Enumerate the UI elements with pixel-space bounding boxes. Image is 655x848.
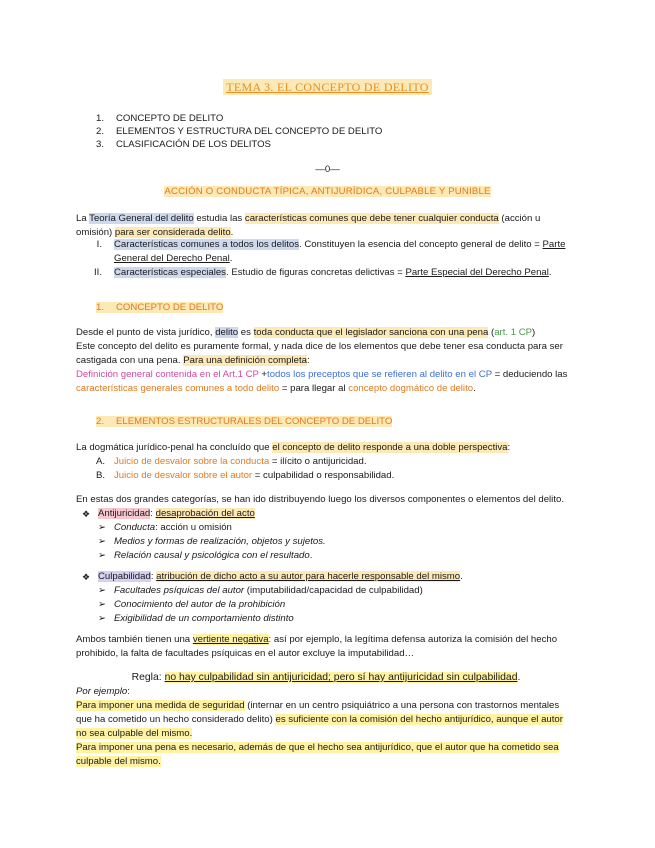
example-block: Por ejemplo: Para imponer una medida de seguridad (internar en un centro psiquiátrico a una persona con trastornos mentales que ha cometido un hecho considerado delito) es suficiente con la comisión del hecho antijurídico, aunque el autor no sea culpable del mismo. Para imponer una pena es necesario, además de que el hecho sea antijurídico, que el autor que ha cometido sea culpable del mismo. [76,686,563,767]
intro-paragraph: La Teoría General del delito estudia las características comunes que debe tener cualquier conducta (acción u omisión) para ser considerada delito. [76,213,541,238]
table-of-contents [96,112,382,151]
document-title: TEMA 3. EL CONCEPTO DE DELITO [0,80,655,95]
list-item: ❖ Culpabilidad: atribución de dicho acto a su autor para hacerle responsable del mismo. [82,571,463,582]
heading-elementos: 2. ELEMENTOS ESTRUCTURALES DEL CONCEPTO DE DELITO [96,416,393,427]
list-item: ➢ Exigibilidad de un comportamiento distinto [98,613,294,624]
negative-paragraph: Ambos también tienen una vertiente negativa: así por ejemplo, la legítima defensa autoriza la comisión del hecho prohibido, la falta de facultades psíquicas en el autor excluye la imputabilidad… [76,634,558,659]
toc-item: 2. ELEMENTOS Y ESTRUCTURA DEL CONCEPTO DE DELITO [96,126,383,137]
antijuricidad-block [76,507,576,563]
arrow-bullet-icon: ➢ [98,550,107,561]
list-item: ➢ Facultades psíquicas del autor (imputabilidad/capacidad de culpabilidad) [98,585,423,596]
list-item: ➢ Conocimiento del autor de la prohibición [98,599,286,610]
arrow-bullet-icon: ➢ [98,522,107,533]
list-item: B. Juicio de desvalor sobre el autor = culpabilidad o responsabilidad. [96,470,395,481]
separator: —0— [315,164,340,175]
section-heading: ACCIÓN O CONDUCTA TÍPICA, ANTIJURÍDICA, CULPABLE Y PUNIBLE [164,186,491,197]
rule-line: Regla: no hay culpabilidad sin antijuricidad; pero sí hay antijuricidad sin culpabilidad. [131,672,521,683]
dogmatica-paragraph: La dogmática jurídico-penal ha concluído que el concepto de delito responde a una doble perspectiva: [76,442,511,453]
roman-list [76,238,576,280]
definition-paragraph: Desde el punto de vista jurídico, delito es toda conducta que el legislador sanciona con una pena (art. 1 CP) Este concepto del delito es puramente formal, y nada dice de los elementos que debe tener esa conducta para ser castigada con una pena. Para una definición completa: Definición general contenida en el Art.1 CP +todos los preceptos que se refieren al delito en el CP = deduciendo las características generales comunes a todo delito = para llegar al concepto dogmático de delito. [76,327,568,394]
list-item: ➢ Relación causal y psicológica con el resultado. [98,550,313,561]
arrow-bullet-icon: ➢ [98,599,107,610]
diamond-bullet-icon: ❖ [82,572,91,582]
list-item: ❖ Antijuricidad: desaprobación del acto [82,508,255,519]
heading-concepto: 1. CONCEPTO DE DELITO [96,302,224,313]
toc-item: 3. CLASIFICACIÓN DE LOS DELITOS [96,139,271,150]
list-item: ➢ Medios y formas de realización, objetos y sujetos. [98,536,326,547]
diamond-bullet-icon: ❖ [82,509,91,519]
list-item: ➢ Conducta: acción u omisión [98,522,232,533]
list-item: II. Características especiales. Estudio de figuras concretas delictivas = Parte Especial del Derecho Penal. [94,267,552,278]
list-item: A. Juicio de desvalor sobre la conducta = ilícito o antijuricidad. [96,456,367,467]
culpabilidad-block [76,570,576,626]
toc-item: 1. CONCEPTO DE DELITO [96,113,224,124]
list-item: I. Características comunes a todos los delitos. Constituyen la esencia del concepto general de delito = Parte General del Derecho Penal. [96,239,566,264]
distribution-paragraph: En estas dos grandes categorías, se han ido distribuyendo luego los diversos componentes o elementos del delito. [76,494,564,505]
arrow-bullet-icon: ➢ [98,585,107,596]
arrow-bullet-icon: ➢ [98,536,107,547]
arrow-bullet-icon: ➢ [98,613,107,624]
alpha-list [76,455,576,483]
